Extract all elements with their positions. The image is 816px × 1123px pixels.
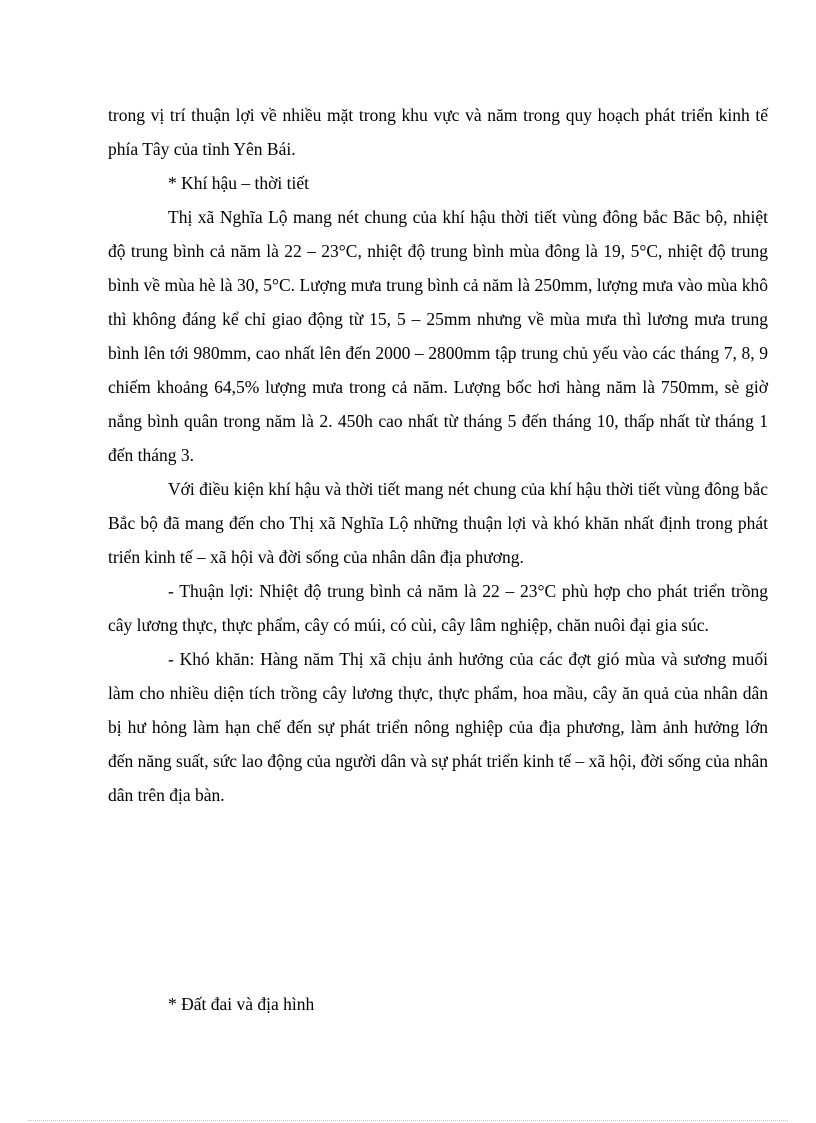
next-section [108,987,768,1021]
paragraph-advantages: - Thuận lợi: Nhiệt độ trung bình cả năm là 22 – 23°C phù hợp cho phát triển trồng cây lương thực, thực phẩm, cây có múi, có cùi, cây lâm nghiệp, chăn nuôi đại gia súc. [108,581,768,635]
body-text [108,98,768,812]
page-bottom-border [28,1120,788,1121]
section-heading-land: * Đất đai và địa hình [168,994,315,1014]
paragraph-difficulties: - Khó khăn: Hàng năm Thị xã chịu ảnh hưởng của các đợt gió mùa và sương muối làm cho nhiều diện tích trồng cây lương thực, thực phẩm, hoa mầu, cây ăn quả của nhân dân bị hư hỏng làm hạn chế đến sự phát triển nông nghiệp của địa phương, làm ảnh hưởng lớn đến năng suất, sức lao động của người dân và sự phát triển kinh tế – xã hội, đời sống của nhân dân trên địa bàn. [108,649,768,805]
paragraph-continuation: trong vị trí thuận lợi về nhiều mặt trong khu vực và năm trong quy hoạch phát triển kinh tế phía Tây của tỉnh Yên Bái. [108,105,768,159]
paragraph-climate-description: Thị xã Nghĩa Lộ mang nét chung của khí hậu thời tiết vùng đông bắc Băc bộ, nhiệt độ trung bình cả năm là 22 – 23°C, nhiệt độ trung bình mùa đông là 19, 5°C, nhiệt độ trung bình về mùa hè là 30, 5°C. Lượng mưa trung bình cả năm là 250mm, lượng mưa vào mùa khô thì không đáng kể chỉ giao động từ 15, 5 – 25mm nhưng về mùa mưa thì lương mưa trung bình lên tới 980mm, cao nhất lên đến 2000 – 2800mm tập trung chủ yếu vào các tháng 7, 8, 9 chiếm khoảng 64,5% lượng mưa trong cả năm. Lượng bốc hơi hàng năm là 750mm, sè giờ nắng bình quân trong năm là 2. 450h cao nhất từ tháng 5 đến tháng 10, thấp nhất từ tháng 1 đến tháng 3. [108,207,768,465]
section-heading-climate: * Khí hậu – thời tiết [168,173,309,193]
paragraph-climate-summary: Với điều kiện khí hậu và thời tiết mang nét chung của khí hậu thời tiết vùng đông bắc Bắc bộ đã mang đến cho Thị xã Nghĩa Lộ những thuận lợi và khó khăn nhất định trong phát triển kinh tế – xã hội và đời sống của nhân dân địa phương. [108,479,768,567]
